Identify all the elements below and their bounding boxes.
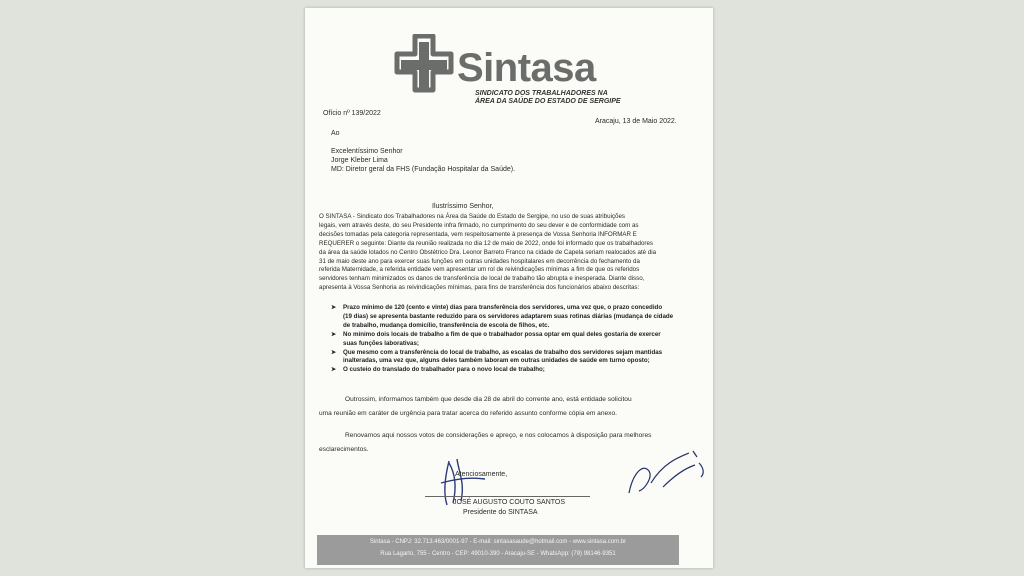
sintasa-logo	[393, 34, 633, 114]
body-line: O SINTASA - Sindicato dos Trabalhadores na Área da Saúde do Estado de Sergipe, no uso de suas atribuições	[319, 213, 626, 220]
body-line: referida Maternidade, a referida entidade vem apresentar um rol de reivindicações mínimas a fim de que os referidos	[319, 266, 640, 274]
body-line: 31 de maio deste ano para exercer suas funções em outras unidades hospitalares em decorrência do fechamento da	[319, 257, 640, 265]
body-line: servidores tenham minimizados os danos de transferência de local de trabalho tão abrupta e inesperada. Diante disso,	[319, 275, 645, 283]
signatory-role: Presidente do SINTASA	[463, 509, 538, 516]
receipt-signature	[623, 443, 713, 503]
body-paragraph	[319, 213, 656, 293]
letterhead-footer	[317, 535, 679, 565]
body-line: REQUERER o seguinte: Diante da reunião realizada no dia 12 de maio de 2022, onde foi informado que os trabalhadores	[319, 239, 653, 247]
list-item-line: suas funções laborativas;	[343, 339, 419, 347]
salutation: Ilustríssimo Senhor,	[432, 203, 494, 210]
arrow-bullet-icon: ➤	[331, 367, 337, 374]
logo-brand-text: Sintasa	[457, 46, 596, 90]
arrow-bullet-icon: ➤	[331, 349, 337, 356]
closing-paragraph-1	[319, 393, 632, 421]
footer-contact-line: Sintasa - CNPJ: 32.713.463/0001-97 - E-mail: sintasasaude@hotmail.com - www.sintasa.com.br	[369, 539, 627, 545]
body-line: Renovamos aqui nossos votos de considerações e apreço, e nos colocamos à disposição para melhores	[345, 432, 652, 439]
body-line: decisões tomadas pela categoria representada, vem respeitosamente à presença de Vossa Senhoria INFORMAR E	[319, 230, 637, 238]
signatory-name: JOSÉ AUGUSTO COUTO SANTOS	[453, 499, 566, 506]
medical-cross-logo-icon	[393, 34, 455, 96]
logo-subtitle-line1: SINDICATO DOS TRABALHADORES NA	[475, 90, 608, 97]
arrow-bullet-icon: ➤	[331, 331, 337, 338]
addressee-line: Excelentíssimo Senhor	[331, 148, 403, 155]
list-item-line: Prazo mínimo de 120 (cento e vinte) dias para transferência dos servidores, uma vez que, o prazo concedido	[343, 304, 663, 311]
list-item	[331, 366, 711, 375]
demands-list	[331, 304, 711, 375]
logo-subtitle-line2: ÁREA DA SAÚDE DO ESTADO DE SERGIPE	[475, 98, 621, 105]
addressee-line: Jorge Kleber Lima	[331, 157, 388, 164]
list-item-line: de trabalho, mudança domicílio, transferência de escola de filhos, etc.	[343, 321, 550, 329]
body-line: esclarecimentos.	[319, 446, 369, 453]
list-item-line: inalteradas, uma vez que, alguns deles também laboram em outras unidades de saúde em turno oposto;	[343, 357, 650, 365]
arrow-bullet-icon: ➤	[331, 305, 337, 311]
list-item-line: Que mesmo com a transferência do local de trabalho, as escalas de trabalho dos servidores sejam mantidas	[343, 348, 663, 356]
addressee-to: Ao	[331, 130, 340, 137]
letter-page	[305, 8, 713, 568]
body-line: da área da saúde lotados no Centro Obstétrico Dra. Leonor Barreto Franco na cidade de Capela seriam realocados até dia	[319, 248, 657, 256]
body-line: Outrossim, informamos também que desde dia 28 de abril do corrente ano, está entidade solicitou	[345, 396, 632, 403]
list-item	[331, 349, 711, 367]
list-item-line: (19 dias) se apresenta bastante reduzido para os servidores adaptarem suas rotinas diárias (mudança de cidade	[343, 312, 674, 320]
list-item	[331, 331, 711, 349]
list-item-line: No mínimo dois locais de trabalho a fim de que o trabalhador possa optar em qual deles gostaria de exercer	[343, 330, 661, 338]
footer-address-line: Rua Lagarto, 755 - Centro - CEP: 49010-390 - Aracaju-SE - WhatsApp: (79) 98146-9351	[380, 551, 616, 557]
letter-reference: Ofício nº 139/2022	[323, 110, 381, 117]
body-line: legais, vem através deste, do seu Presidente infra firmado, no cumprimento do seu dever e de conformidade com as	[319, 221, 639, 229]
body-line: apresenta à Vossa Senhoria as reivindicações mínimas, para fins de transferência dos funcionários abaixo descritas:	[319, 284, 640, 292]
addressee-line: MD: Diretor geral da FHS (Fundação Hospitalar da Saúde).	[331, 166, 516, 173]
signature-line	[425, 496, 590, 497]
sign-off: Atenciosamente,	[455, 471, 508, 478]
list-item-line: O custeio do translado do trabalhador para o novo local de trabalho;	[343, 366, 545, 374]
list-item	[331, 304, 711, 331]
letter-date: Aracaju, 13 de Maio 2022.	[595, 118, 677, 125]
body-line: uma reunião em caráter de urgência para tratar acerca do referido assunto conforme cópia em anexo.	[319, 410, 617, 417]
